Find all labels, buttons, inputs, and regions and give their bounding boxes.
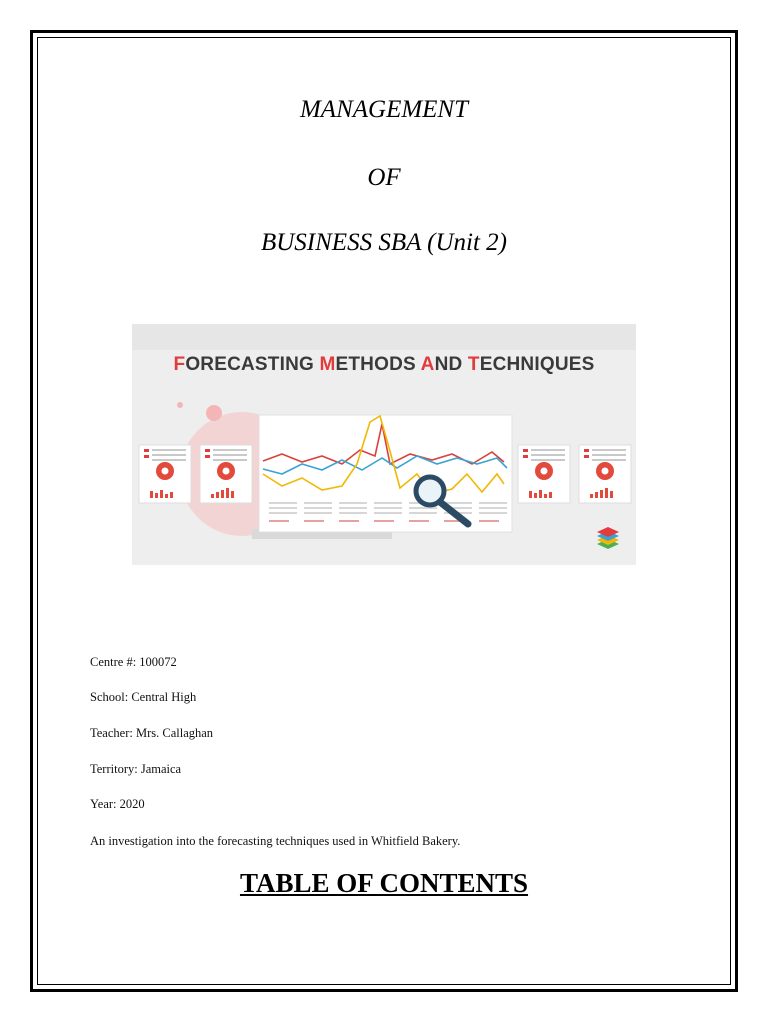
dot-small	[177, 402, 183, 408]
banner-title-segment: A	[420, 354, 435, 375]
title-line-3: BUSINESS SBA (Unit 2)	[260, 229, 508, 256]
title-line-1: MANAGEMENT	[299, 96, 469, 123]
school-name: School: Central High	[90, 690, 197, 704]
centre-number: Centre #: 100072	[90, 655, 177, 669]
forecasting-banner-image	[132, 324, 636, 565]
banner-title-segment: ND	[434, 354, 468, 375]
table-of-contents-heading: TABLE OF CONTENTS	[239, 868, 529, 898]
banner-illustration	[132, 324, 636, 565]
banner-title-segment: T	[467, 354, 480, 375]
study-description: An investigation into the forecasting techniques used in Whitfield Bakery.	[90, 834, 461, 848]
banner-title-segment: ECHNIQUES	[479, 354, 595, 375]
layers-logo-icon	[597, 527, 619, 549]
dot-large	[206, 405, 222, 421]
teacher-name: Teacher: Mrs. Callaghan	[90, 726, 214, 740]
banner-title-segment: ORECASTING	[185, 354, 320, 375]
pie-report-icon	[579, 445, 631, 503]
year: Year: 2020	[90, 797, 145, 811]
banner-title-segment: ETHODS	[335, 354, 421, 375]
line-chart-panel	[259, 415, 512, 532]
banner-title-segment: M	[319, 354, 336, 375]
pie-report-icon	[518, 445, 570, 503]
title-line-2: OF	[367, 164, 401, 191]
territory: Territory: Jamaica	[90, 762, 182, 776]
pie-report-icon	[200, 445, 252, 503]
pie-report-icon	[139, 445, 191, 503]
banner-title-segment: F	[173, 354, 186, 375]
